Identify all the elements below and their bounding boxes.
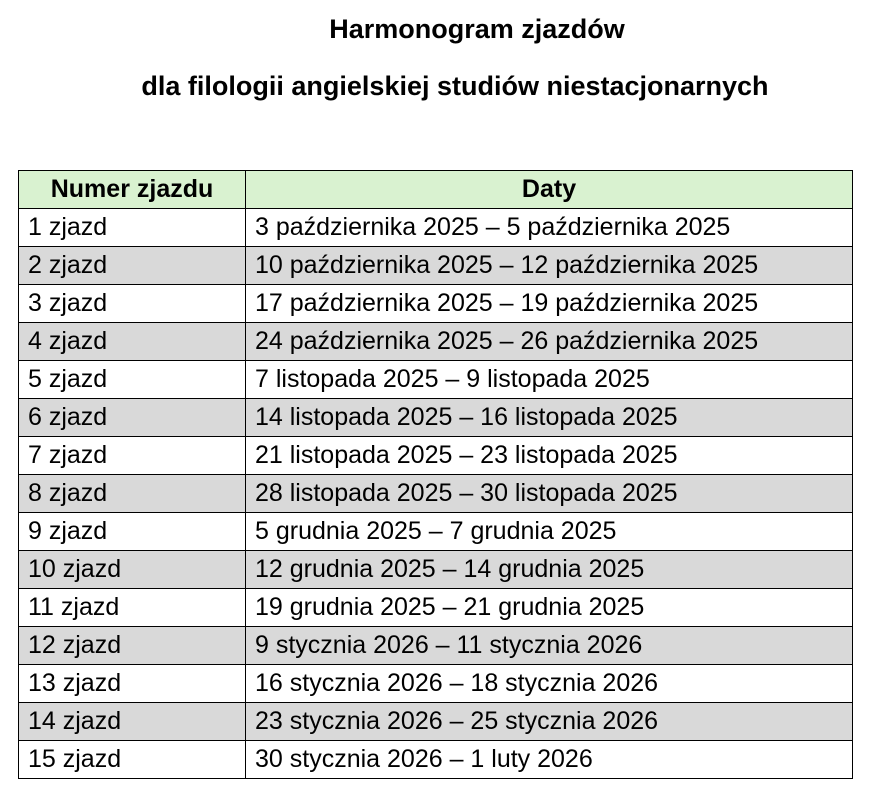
session-number-cell: 14 zjazd (19, 703, 246, 741)
dates-cell: 16 stycznia 2026 – 18 stycznia 2026 (246, 665, 853, 703)
schedule-table (18, 170, 853, 779)
session-number-cell: 4 zjazd (19, 323, 246, 361)
dates-cell: 28 listopada 2025 – 30 listopada 2025 (246, 475, 853, 513)
table-row (19, 551, 853, 589)
table-row (19, 513, 853, 551)
dates-cell: 9 stycznia 2026 – 11 stycznia 2026 (246, 627, 853, 665)
table-row (19, 285, 853, 323)
session-number-cell: 13 zjazd (19, 665, 246, 703)
header-dates: Daty (246, 171, 853, 209)
session-number-cell: 15 zjazd (19, 741, 246, 779)
session-number-cell: 6 zjazd (19, 399, 246, 437)
table-row (19, 589, 853, 627)
table-header-row (19, 171, 853, 209)
session-number-cell: 10 zjazd (19, 551, 246, 589)
session-number-cell: 5 zjazd (19, 361, 246, 399)
session-number-cell: 11 zjazd (19, 589, 246, 627)
dates-cell: 12 grudnia 2025 – 14 grudnia 2025 (246, 551, 853, 589)
table-row (19, 703, 853, 741)
table-row (19, 323, 853, 361)
session-number-cell: 8 zjazd (19, 475, 246, 513)
dates-cell: 19 grudnia 2025 – 21 grudnia 2025 (246, 589, 853, 627)
table-row (19, 741, 853, 779)
table-row (19, 627, 853, 665)
dates-cell: 3 października 2025 – 5 października 2025 (246, 209, 853, 247)
table-row (19, 665, 853, 703)
dates-cell: 5 grudnia 2025 – 7 grudnia 2025 (246, 513, 853, 551)
header-session-number: Numer zjazdu (19, 171, 246, 209)
session-number-cell: 3 zjazd (19, 285, 246, 323)
document-subtitle: dla filologii angielskiej studiów niestacjonarnych (141, 71, 769, 101)
dates-cell: 24 października 2025 – 26 października 2025 (246, 323, 853, 361)
document-title: Harmonogram zjazdów (329, 14, 625, 44)
table-row (19, 399, 853, 437)
table-row (19, 247, 853, 285)
table-row (19, 475, 853, 513)
session-number-cell: 7 zjazd (19, 437, 246, 475)
dates-cell: 7 listopada 2025 – 9 listopada 2025 (246, 361, 853, 399)
session-number-cell: 12 zjazd (19, 627, 246, 665)
dates-cell: 23 stycznia 2026 – 25 stycznia 2026 (246, 703, 853, 741)
session-number-cell: 1 zjazd (19, 209, 246, 247)
dates-cell: 30 stycznia 2026 – 1 luty 2026 (246, 741, 853, 779)
dates-cell: 10 października 2025 – 12 października 2025 (246, 247, 853, 285)
session-number-cell: 9 zjazd (19, 513, 246, 551)
table-row (19, 209, 853, 247)
session-number-cell: 2 zjazd (19, 247, 246, 285)
dates-cell: 14 listopada 2025 – 16 listopada 2025 (246, 399, 853, 437)
table-row (19, 437, 853, 475)
table-row (19, 361, 853, 399)
dates-cell: 21 listopada 2025 – 23 listopada 2025 (246, 437, 853, 475)
dates-cell: 17 października 2025 – 19 października 2025 (246, 285, 853, 323)
